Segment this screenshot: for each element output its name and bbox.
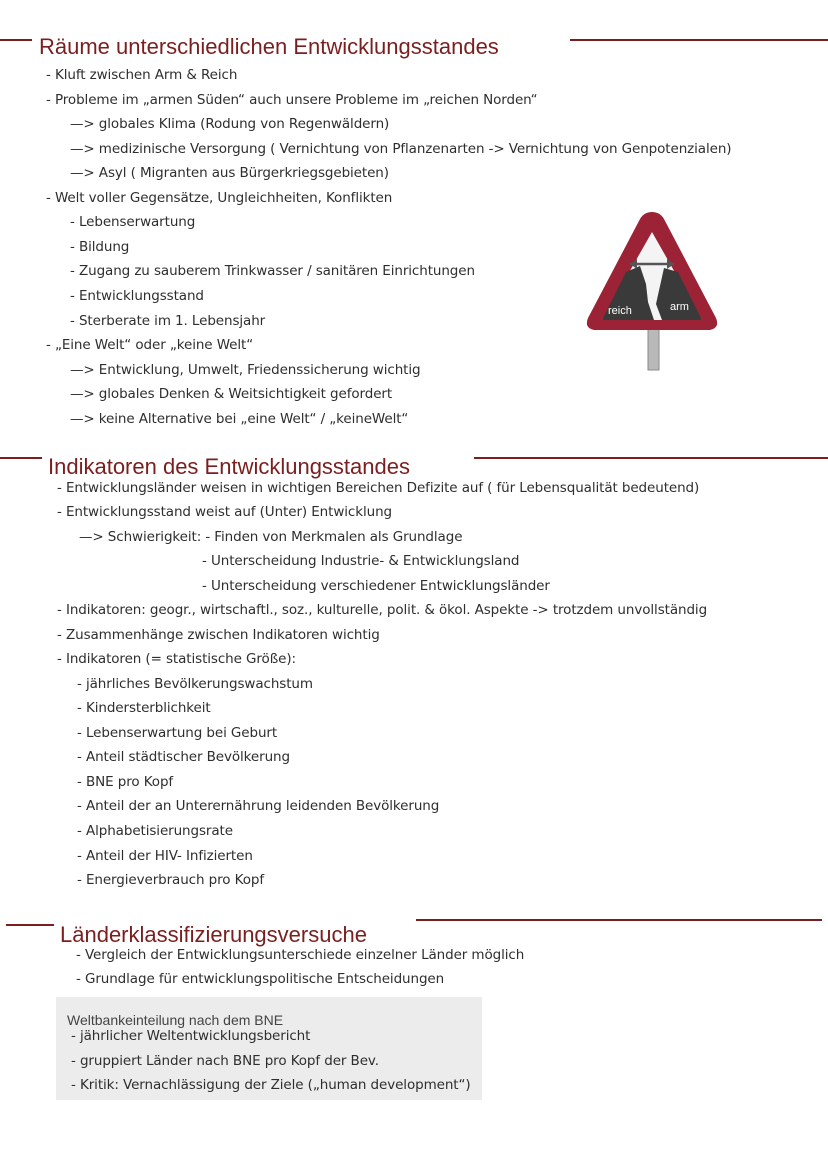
section-1-rule-left	[0, 39, 32, 41]
section-1-line: —> globales Klima (Rodung von Regenwäldern)	[70, 116, 390, 132]
section-2-rule-left	[0, 457, 42, 459]
section-1-line: - Lebenserwartung	[70, 214, 196, 230]
section-1-line: —> medizinische Versorgung ( Vernichtung von Pflanzenarten -> Vernichtung von Genpotenzialen)	[70, 141, 732, 157]
section-2-line: - BNE pro Kopf	[77, 774, 174, 790]
section-1-line: - Zugang zu sauberem Trinkwasser / sanitären Einrichtungen	[70, 263, 475, 279]
worldbank-box-title: Weltbankeinteilung nach dem BNE	[67, 1012, 284, 1028]
section-2-line: - Anteil der an Unterernährung leidenden Bevölkerung	[77, 798, 440, 814]
section-1-rule-right	[570, 39, 828, 41]
worldbank-box-line: - jährlicher Weltentwicklungsbericht	[71, 1028, 311, 1044]
section-2-line: - Energieverbrauch pro Kopf	[77, 872, 264, 888]
section-1-line: - „Eine Welt“ oder „keine Welt“	[46, 337, 254, 353]
section-1-line: - Entwicklungsstand	[70, 288, 204, 304]
section-2-line: —> Schwierigkeit: - Finden von Merkmalen als Grundlage	[79, 529, 463, 545]
section-2-line: - Indikatoren (= statistische Größe):	[57, 651, 296, 667]
section-2-line: - Anteil der HIV- Infizierten	[77, 848, 253, 864]
section-1-line: - Probleme im „armen Süden“ auch unsere Probleme im „reichen Norden“	[46, 92, 538, 108]
sign-label-right: arm	[670, 301, 689, 313]
worldbank-box-line: - Kritik: Vernachlässigung der Ziele („human development“)	[71, 1077, 471, 1093]
section-2-line: - jährliches Bevölkerungswachstum	[77, 676, 313, 692]
section-3-heading: Länderklassifizierungsversuche	[60, 922, 367, 947]
section-1-heading: Räume unterschiedlichen Entwicklungsstandes	[39, 34, 499, 59]
section-2-line: - Anteil städtischer Bevölkerung	[77, 749, 290, 765]
section-1-line: —> Asyl ( Migranten aus Bürgerkriegsgebieten)	[70, 165, 389, 181]
section-1-line: —> keine Alternative bei „eine Welt“ / „keineWelt“	[70, 411, 409, 427]
warning-sign-gap-icon	[582, 206, 722, 372]
section-2-line: - Unterscheidung verschiedener Entwicklungsländer	[202, 578, 550, 594]
section-1-line: - Welt voller Gegensätze, Ungleichheiten, Konflikten	[46, 190, 393, 206]
section-2-line: - Unterscheidung Industrie- & Entwicklungsland	[202, 553, 520, 569]
worldbank-box-line: - gruppiert Länder nach BNE pro Kopf der Bev.	[71, 1053, 379, 1069]
section-2-line: - Alphabetisierungsrate	[77, 823, 233, 839]
section-2-line: - Zusammenhänge zwischen Indikatoren wichtig	[57, 627, 380, 643]
section-2-line: - Indikatoren: geogr., wirtschaftl., soz., kulturelle, polit. & ökol. Aspekte -> trotzdem unvollständig	[57, 602, 708, 618]
section-1-line: - Kluft zwischen Arm & Reich	[46, 67, 238, 83]
section-1-line: —> globales Denken & Weitsichtigkeit gefordert	[70, 386, 393, 402]
section-2-line: - Kindersterblichkeit	[77, 700, 211, 716]
section-3-rule-right	[416, 919, 822, 921]
section-1-line: —> Entwicklung, Umwelt, Friedenssicherung wichtig	[70, 362, 421, 378]
section-2-line: - Entwicklungsländer weisen in wichtigen Bereichen Defizite auf ( für Lebensqualität bedeutend)	[57, 480, 700, 496]
section-2-line: - Entwicklungsstand weist auf (Unter) Entwicklung	[57, 504, 392, 520]
section-2-heading: Indikatoren des Entwicklungsstandes	[48, 454, 410, 479]
section-2-rule-right	[474, 457, 828, 459]
section-1-line: - Bildung	[70, 239, 130, 255]
section-2-line: - Lebenserwartung bei Geburt	[77, 725, 278, 741]
sign-label-left: reich	[608, 305, 632, 317]
section-3-rule-left	[6, 924, 54, 926]
section-1-line: - Sterberate im 1. Lebensjahr	[70, 313, 266, 329]
section-3-line: - Grundlage für entwicklungspolitische Entscheidungen	[76, 971, 445, 987]
section-3-line: - Vergleich der Entwicklungsunterschiede einzelner Länder möglich	[76, 947, 525, 963]
